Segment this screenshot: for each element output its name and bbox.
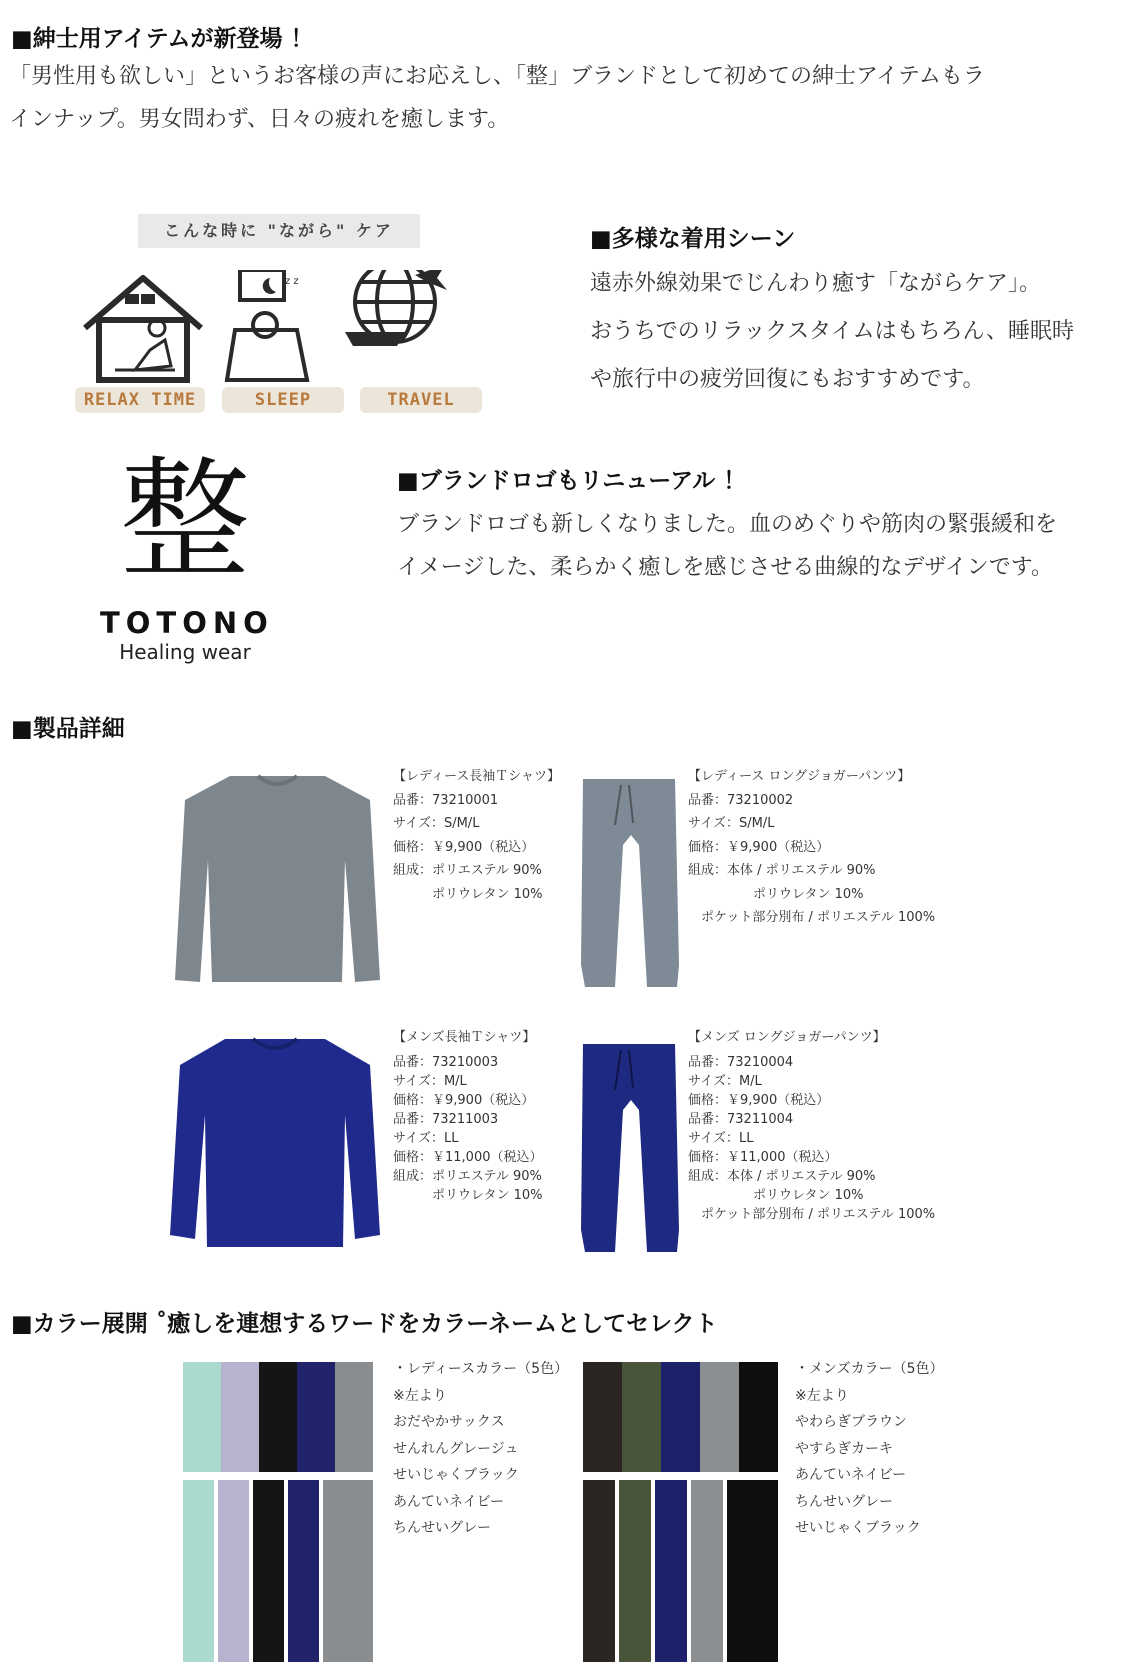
color-line: ・レディースカラー（5色）	[393, 1361, 569, 1377]
mens-swatch-bottom	[619, 1480, 651, 1662]
ladies-swatch-bottom	[183, 1480, 214, 1662]
mens-swatch-bottom	[583, 1480, 615, 1662]
product-text-ladies-pants	[688, 765, 935, 930]
scenes-heading: ■多様な着用シーン	[590, 226, 796, 252]
color-line: やすらぎカーキ	[795, 1440, 893, 1457]
scenes-text	[590, 260, 1074, 404]
product-text-mens-tshirt	[393, 1028, 543, 1205]
ladies-swatch-top	[259, 1362, 297, 1472]
color-line: せいじゃくブラック	[795, 1520, 921, 1536]
product-line: 組成：ポリエステル 90%	[393, 1169, 542, 1184]
ladies-swatch-top	[183, 1362, 221, 1472]
product-line: サイズ：M/L	[393, 1074, 467, 1089]
product-image-ladies-tshirt	[170, 770, 385, 990]
product-line: 【レディース ロングジョガーパンツ】	[688, 769, 911, 784]
color-line: ちんせいグレー	[795, 1493, 893, 1510]
ladies-swatch-bottom	[288, 1480, 319, 1662]
product-line: サイズ：LL	[688, 1131, 754, 1146]
scenes-line-2: おうちでのリラックスタイムはもちろん、睡眠時	[590, 319, 1075, 344]
ladies-swatch-top	[297, 1362, 335, 1472]
scene-caption: こんな時に "ながら" ケア	[138, 214, 420, 248]
product-line: ポケット部分別布 / ポリエステル 100%	[688, 1207, 936, 1222]
product-line: 品番：73211004	[688, 1112, 794, 1127]
ladies-swatch-top	[335, 1362, 373, 1472]
product-image-mens-pants	[575, 1040, 685, 1260]
scene-illustrations	[75, 270, 495, 390]
travel-icon	[345, 270, 447, 346]
product-line: 組成：本体 / ポリエステル 90%	[688, 1169, 876, 1184]
color-line: おだやかサックス	[393, 1414, 505, 1430]
brand-logo-sub: Healing wear	[119, 640, 251, 664]
logo-text	[397, 503, 1057, 589]
product-line: 【メンズ長袖Ｔシャツ】	[393, 1030, 536, 1045]
color-line: せんれんグレージュ	[393, 1440, 519, 1457]
mens-swatch-top	[622, 1362, 661, 1472]
intro-heading: ■紳士用アイテムが新登場 ！	[11, 26, 314, 52]
mens-swatch-top	[583, 1362, 622, 1472]
product-line: 価格：￥9,900（税込）	[393, 1093, 535, 1108]
mens-swatch-bottom	[691, 1480, 723, 1662]
tag-sleep: SLEEP	[222, 387, 344, 413]
color-line: せいじゃくブラック	[393, 1467, 519, 1483]
product-line: ポリウレタン 10%	[393, 886, 543, 902]
product-image-mens-tshirt	[165, 1035, 385, 1255]
mens-swatch-top	[700, 1362, 739, 1472]
product-line: 【レディース長袖Ｔシャツ】	[393, 769, 561, 784]
intro-line-1: 「男性用も欲しい」というお客様の声にお応えし、「整」ブランドとして初めての紳士アイテムもラ	[9, 64, 985, 89]
product-line: サイズ：S/M/L	[688, 816, 775, 831]
logo-heading: ■ブランドロゴもリニューアル ！	[397, 468, 747, 494]
product-line: 価格：￥9,900（税込）	[393, 839, 535, 855]
product-line: 品番：73210004	[688, 1055, 794, 1070]
scenes-line-3: や旅行中の疲労回復にもおすすめです。	[590, 367, 985, 392]
products-heading: ■製品詳細	[11, 716, 125, 742]
mens-color-swatches	[583, 1362, 778, 1662]
color-line: ※左より	[393, 1387, 447, 1404]
product-line: 組成：ポリエステル 90%	[393, 863, 542, 878]
product-line: ポリウレタン 10%	[393, 1188, 543, 1203]
product-text-mens-pants	[688, 1028, 935, 1224]
product-line: 価格：￥11,000（税込）	[393, 1150, 543, 1165]
tag-relax-time: RELAX TIME	[75, 387, 205, 413]
product-line: ポリウレタン 10%	[688, 886, 864, 902]
product-line: ポリウレタン 10%	[688, 1188, 864, 1203]
ladies-swatch-bottom	[253, 1480, 284, 1662]
svg-text:z z: z z	[285, 276, 299, 287]
product-line: ポケット部分別布 / ポリエステル 100%	[688, 910, 936, 925]
mens-swatch-bottom	[727, 1480, 778, 1662]
colors-heading: ■カラー展開 ˚癒しを連想するワードをカラーネームとしてセレクト	[11, 1311, 718, 1337]
product-line: 品番：73210001	[393, 792, 499, 808]
product-line: 価格：￥11,000（税込）	[688, 1150, 838, 1165]
intro-text	[9, 55, 985, 141]
product-line: サイズ：S/M/L	[393, 816, 480, 831]
ladies-color-list	[393, 1356, 568, 1542]
product-image-ladies-pants	[575, 775, 685, 995]
color-line: ・メンズカラー（5色）	[795, 1361, 944, 1377]
logo-line-1: ブランドロゴも新しくなりました。血のめぐりや筋肉の緊張緩和を	[397, 512, 1058, 537]
logo-line-2: イメージした、柔らかく癒しを感じさせる曲線的なデザインです。	[397, 555, 1054, 580]
mens-swatch-bottom	[655, 1480, 687, 1662]
scenes-line-1: 遠赤外線効果でじんわり癒す「ながらケア」。	[590, 271, 1042, 296]
sleep-icon	[225, 270, 309, 380]
product-line: 品番：73210003	[393, 1055, 499, 1070]
mens-swatch-top	[661, 1362, 700, 1472]
color-line: ※左より	[795, 1387, 849, 1404]
product-text-ladies-tshirt	[393, 765, 560, 906]
product-line: サイズ：M/L	[688, 1074, 762, 1089]
color-line: あんていネイビー	[795, 1467, 907, 1483]
brand-logo-name: TOTONO	[100, 606, 274, 640]
product-line: 価格：￥9,900（税込）	[688, 1093, 830, 1108]
brand-logo-kanji: 整	[119, 444, 250, 596]
product-line: 品番：73211003	[393, 1112, 499, 1127]
product-line: 品番：73210002	[688, 792, 794, 808]
house-icon	[85, 278, 201, 380]
product-line: サイズ：LL	[393, 1131, 459, 1146]
tag-travel: TRAVEL	[360, 387, 482, 413]
color-line: やわらぎブラウン	[795, 1414, 907, 1430]
product-line: 組成：本体 / ポリエステル 90%	[688, 863, 876, 878]
product-line: 価格：￥9,900（税込）	[688, 839, 830, 855]
ladies-color-swatches	[183, 1362, 373, 1662]
color-line: あんていネイビー	[393, 1493, 505, 1510]
mens-swatch-top	[739, 1362, 778, 1472]
color-line: ちんせいグレー	[393, 1520, 491, 1536]
mens-color-list	[795, 1356, 944, 1542]
ladies-swatch-bottom	[218, 1480, 249, 1662]
intro-line-2: インナップ。男女問わず、日々の疲れを癒します。	[9, 107, 510, 132]
product-line: 【メンズ ロングジョガーパンツ】	[688, 1030, 886, 1045]
ladies-swatch-bottom	[323, 1480, 373, 1662]
ladies-swatch-top	[221, 1362, 259, 1472]
